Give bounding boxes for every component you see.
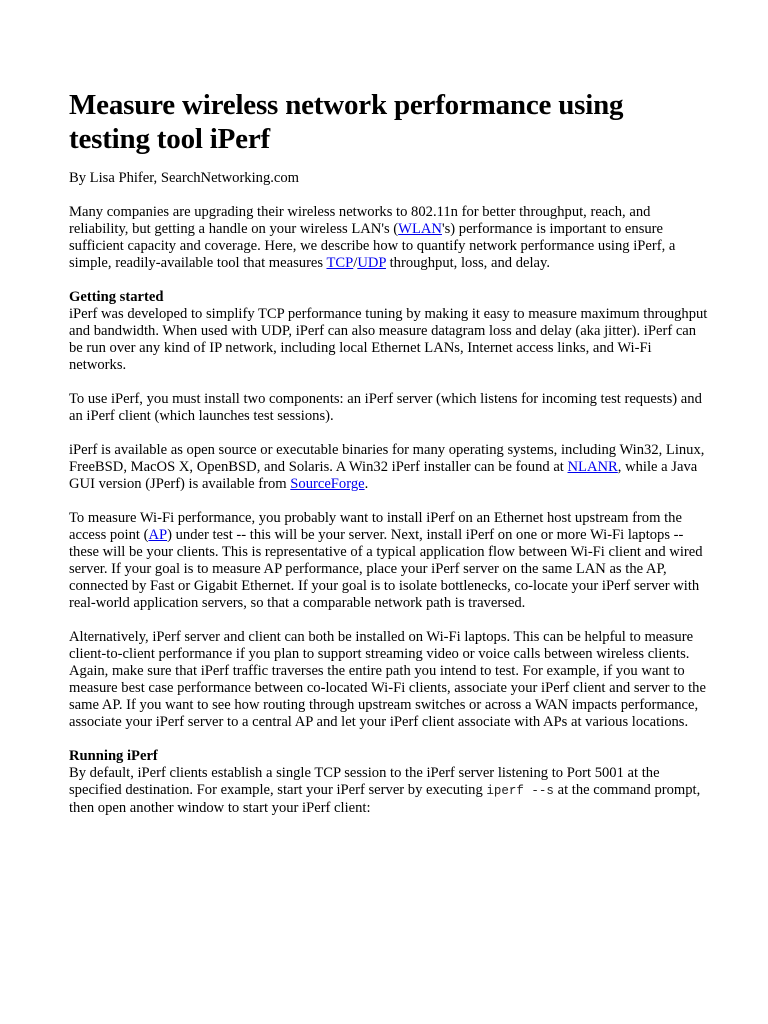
intro-text-2: 's) performance is important to ensure sufficient capacity and coverage. Here, we describe how to quantify network performance using iPerf, a simple, readily-available tool that measures: [69, 221, 676, 271]
article-byline: By Lisa Phifer, SearchNetworking.com: [69, 170, 300, 186]
tcp-link[interactable]: TCP: [326, 255, 354, 271]
getting-started-paragraph-1: [69, 289, 709, 374]
running-text-2: at the command prompt, then open another window to start your iPerf client:: [69, 782, 701, 816]
wlan-link[interactable]: WLAN: [398, 221, 442, 237]
udp-link[interactable]: UDP: [357, 255, 386, 271]
availability-text-1: iPerf is available as open source or executable binaries for many operating systems, including Win32, Linux, FreeBSD, MacOS X, OpenBSD, and Solaris. A Win32 iPerf installer can be found at: [69, 442, 705, 475]
getting-started-text-1: iPerf was developed to simplify TCP performance tuning by making it easy to measure maximum throughput and bandwidth. When used with UDP, iPerf can also measure datagram loss and delay (aka jitter). iPerf can be run over any kind of IP network, including local Ethernet LANs, Internet access links, and Wi-Fi networks.: [69, 306, 708, 373]
intro-separator: /: [353, 255, 358, 271]
running-text-1: By default, iPerf clients establish a single TCP session to the iPerf server listening to Port 5001 at the specified destination. For example, start your iPerf server by executing: [69, 765, 660, 798]
running-paragraph: [69, 748, 709, 817]
getting-started-paragraph-5: Alternatively, iPerf server and client can both be installed on Wi-Fi laptops. This can be helpful to measure client-to-client performance if you plan to support streaming video or voice calls between wireless clients. Again, make sure that iPerf traffic traverses the entire path you intend to test. For example, if you want to measure best case performance between co-located Wi-Fi clients, associate your iPerf client and server to the same AP. If you want to see how routing through upstream switches or across a WAN impacts performance, associate your iPerf server to a central AP and let your iPerf client associate with APs at various locations.: [69, 629, 706, 730]
availability-text-2: , while a Java GUI version (JPerf) is available from: [69, 459, 698, 492]
sourceforge-link[interactable]: SourceForge: [290, 476, 365, 492]
article-title: Measure wireless network performance using testing tool iPerf: [69, 89, 624, 155]
iperf-command: iperf --s: [486, 784, 554, 798]
running-heading: Running iPerf: [69, 748, 158, 764]
wifi-measure-text-1: To measure Wi-Fi performance, you probably want to install iPerf on an Ethernet host upstream from the access point (: [69, 510, 682, 543]
getting-started-paragraph-2: To use iPerf, you must install two components: an iPerf server (which listens for incoming test requests) and an iPerf client (which launches test sessions).: [69, 391, 702, 424]
availability-text-3: .: [364, 476, 369, 492]
wifi-measure-text-2: ) under test -- this will be your server. Next, install iPerf on one or more Wi-Fi laptops -- these will be your clients. This is representative of a typical application flow between Wi-Fi client and wired server. If your goal is to measure AP performance, place your iPerf server on the same LAN as the AP, connected by Fast or Gigabit Ethernet. If your goal is to isolate bottlenecks, co-locate your iPerf server with real-world application servers, so that a comparable network path is traversed.: [69, 527, 703, 611]
nlanr-link[interactable]: NLANR: [567, 459, 618, 475]
ap-link[interactable]: AP: [148, 527, 168, 543]
intro-text-1: Many companies are upgrading their wireless networks to 802.11n for better throughput, reach, and reliability, but getting a handle on your wireless LAN's (: [69, 204, 651, 237]
article: [69, 88, 709, 834]
getting-started-paragraph-4: [69, 510, 709, 612]
getting-started-paragraph-3: [69, 442, 709, 493]
intro-text-3: throughput, loss, and delay.: [385, 255, 550, 271]
intro-paragraph: [69, 204, 709, 272]
getting-started-heading: Getting started: [69, 289, 164, 305]
